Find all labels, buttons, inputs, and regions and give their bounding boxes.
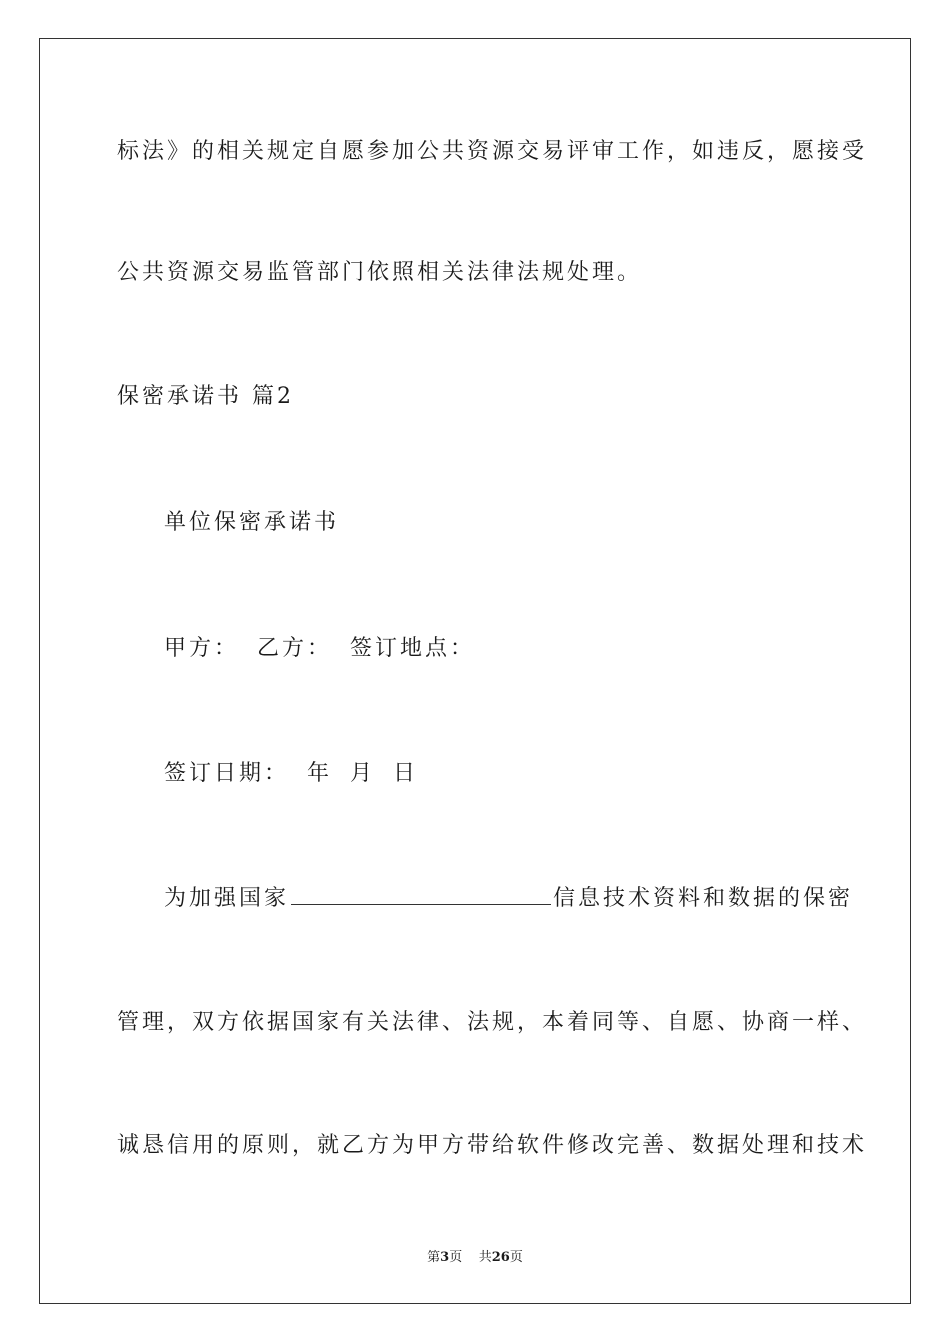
total-suffix: 页 (509, 1250, 523, 1265)
text: 为加强国家 (164, 886, 290, 911)
text: 标法》的相关规定自愿参加公共资源交易评审工作，如违反，愿接受 (117, 139, 868, 164)
day-label: 日 (393, 761, 419, 786)
text: 管理，双方依据国家有关法律、法规，本着同等、自愿、协商一样、 (117, 1010, 868, 1035)
fill-in-blank (291, 882, 551, 905)
page-border (39, 38, 911, 1304)
sign-place-label: 签订地点： (350, 636, 476, 661)
year-label: 年 (307, 761, 333, 786)
paragraph-line (117, 258, 642, 288)
total-page-number: 26 (491, 1250, 510, 1265)
party-a-label: 甲方： (164, 636, 240, 661)
sign-date-line (164, 759, 418, 789)
parties-line (164, 634, 475, 664)
current-page-number: 3 (440, 1250, 450, 1265)
document-title (164, 508, 339, 538)
paragraph-line (117, 1131, 867, 1161)
paragraph-line (117, 137, 867, 167)
text: 公共资源交易监管部门依照相关法律法规处理。 (117, 260, 643, 285)
page-prefix: 第 (427, 1250, 441, 1265)
page-suffix: 页 (449, 1250, 463, 1265)
paragraph-line (164, 882, 853, 914)
paragraph-line (117, 1008, 867, 1038)
section-title (117, 382, 294, 412)
section-title-text: 保密承诺书 篇2 (117, 384, 294, 409)
month-label: 月 (350, 761, 376, 786)
text: 信息技术资料和数据的保密 (553, 886, 854, 911)
text: 诚恳信用的原则，就乙方为甲方带给软件修改完善、数据处理和技术 (117, 1133, 868, 1158)
total-prefix: 共 (478, 1250, 492, 1265)
page-footer (0, 1246, 950, 1265)
document-title-text: 单位保密承诺书 (164, 510, 340, 535)
sign-date-label: 签订日期： (164, 761, 290, 786)
party-b-label: 乙方： (257, 636, 333, 661)
